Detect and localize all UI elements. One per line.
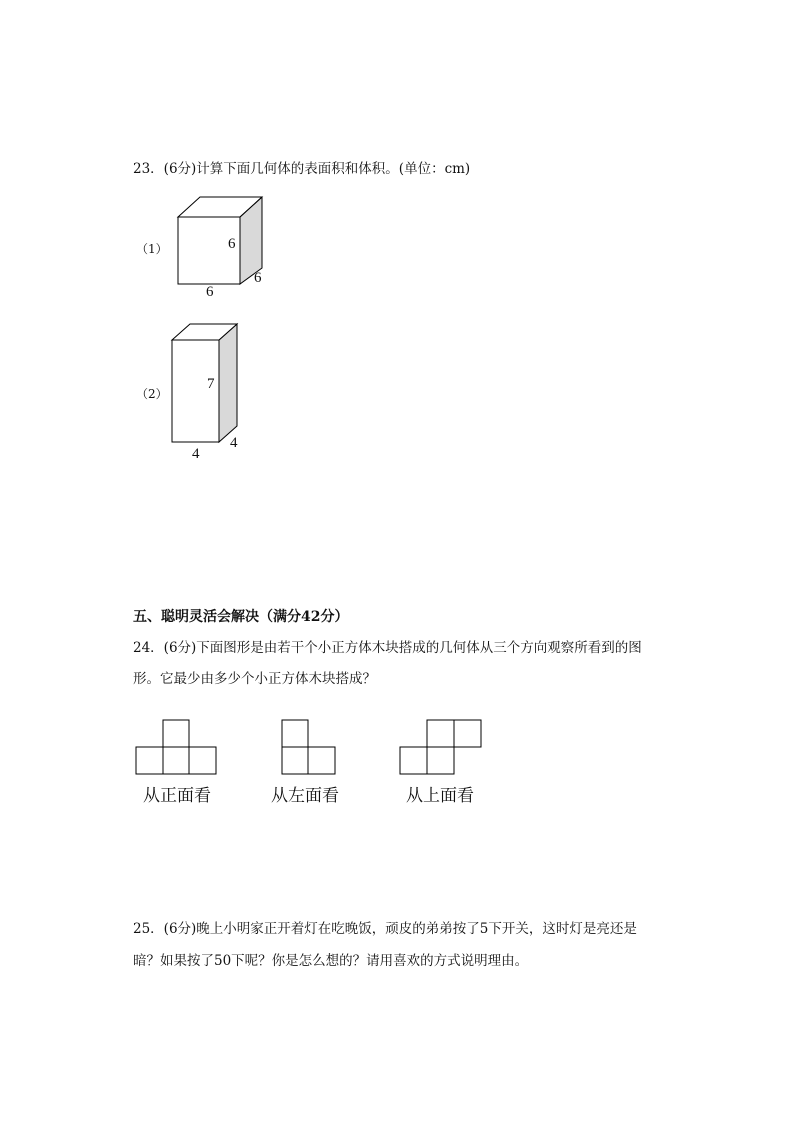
q25-line1: 25．(6分)晚上小明家正开着灯在吃晚饭，顽皮的弟弟按了5下开关，这时灯是亮还是 bbox=[133, 921, 637, 937]
cuboid-side-face bbox=[219, 324, 237, 442]
front-view-shape bbox=[136, 720, 216, 774]
section-heading: 五、聪明灵活会解决（满分42分） bbox=[133, 609, 349, 625]
cube-width-label: 6 bbox=[206, 284, 214, 300]
q23-text: 23．(6分)计算下面几何体的表面积和体积。(单位：cm) bbox=[133, 161, 471, 177]
q24-line2: 形。它最少由多少个小正方体木块搭成？ bbox=[133, 671, 376, 687]
cuboid-width-label: 4 bbox=[192, 446, 200, 462]
left-view-caption: 从左面看 bbox=[271, 786, 339, 806]
cuboid-depth-label: 4 bbox=[230, 435, 238, 451]
cube-height-label: 6 bbox=[228, 236, 236, 252]
left-view-shape bbox=[282, 720, 335, 774]
q23-part2-label: （2） bbox=[136, 387, 168, 401]
q23-part1-label: （1） bbox=[136, 242, 168, 256]
q25-line2: 暗？如果按了50下呢？你是怎么想的？请用喜欢的方式说明理由。 bbox=[133, 953, 529, 969]
top-view-caption: 从上面看 bbox=[406, 786, 474, 806]
cuboid-height-label: 7 bbox=[207, 376, 215, 392]
top-view-shape bbox=[400, 720, 481, 774]
front-view-caption: 从正面看 bbox=[143, 786, 211, 806]
cube-depth-label: 6 bbox=[254, 270, 262, 286]
q24-line1: 24．(6分)下面图形是由若干个小正方体木块搭成的几何体从三个方向观察所看到的图 bbox=[133, 640, 642, 656]
